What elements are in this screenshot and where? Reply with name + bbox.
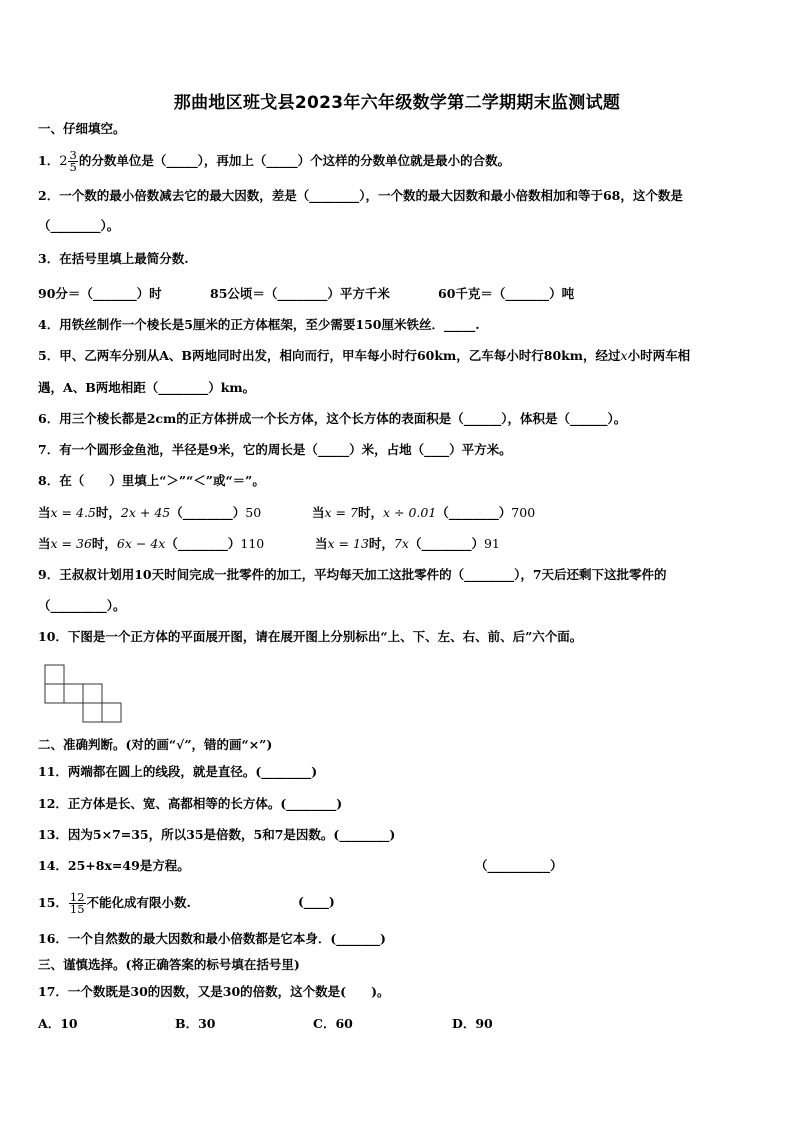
section-2-heading: 二、准确判断。(对的画“√”，错的画“×”) [38,737,273,752]
when-suffix: 时， [368,536,394,551]
fraction-twelve-fifteenths [69,892,86,915]
question-8-line-1: 8．在（ ）里填上“＞”“＜”或“＝”。 [38,473,265,488]
question-17: 17．一个数既是30的因数，又是30的倍数，这个数是( )。 [38,984,390,999]
question-2-line-2: （________）。 [38,218,120,233]
answer-blank: （________） [165,536,241,551]
compare-value: 110 [240,536,265,551]
mixed-number-whole: 2 [59,154,68,169]
question-3-item-c: 60千克＝（_______）吨 [438,286,575,301]
when-suffix: 时， [95,505,121,520]
question-3-item-a: 90分＝（_______）时 [38,286,162,301]
section-1-heading: 一、仔细填空。 [38,121,126,136]
question-10: 10．下图是一个正方体的平面展开图，请在展开图上分别标出“上、下、左、右、前、后”六个面。 [38,629,583,644]
net-square-6 [102,703,121,722]
net-square-4 [83,684,102,703]
section-3-heading: 三、谨慎选择。(将正确答案的标号填在括号里) [38,957,300,972]
answer-blank: （________） [170,505,246,520]
when-suffix: 时， [91,536,117,551]
condition: x = 7 [324,505,358,520]
question-8-comparison-1 [38,504,261,522]
compare-value: 91 [483,536,500,551]
answer-blank: （________） [436,505,512,520]
page-title: 那曲地区班戈县2023年六年级数学第二学期期末监测试题 [173,93,621,113]
condition: x = 13 [327,536,369,551]
question-5-text-b: 小时两车相 [627,348,691,363]
net-square-1 [45,665,64,684]
when-label: 当 [38,536,51,551]
question-8-comparison-3 [38,535,264,553]
question-16: 16．一个自然数的最大因数和最小倍数都是它本身．(_______) [38,931,386,946]
fraction-denominator: 5 [69,160,77,174]
question-11: 11．两端都在圆上的线段，就是直径。(________) [38,764,318,779]
question-1-text: 的分数单位是（_____），再加上（_____）个这样的分数单位就是最小的合数。 [78,153,511,168]
option-a: A．10 [38,1016,78,1031]
option-b: B．30 [175,1016,216,1031]
question-3-item-b: 85公顷＝（________）平方千米 [210,286,390,301]
question-15-number: 15． [38,895,68,910]
question-15-answer-blank: (____) [298,894,335,909]
question-14: 14．25+8x=49是方程。 [38,858,190,873]
fraction-numerator: 3 [69,148,77,162]
question-15-text: 不能化成有限小数. [86,895,191,910]
question-6: 6．用三个棱长都是2cm的正方体拼成一个长方体，这个长方体的表面积是（______），体积是（______）。 [38,411,627,426]
expression: 2x + 45 [120,505,171,520]
question-5-text-a: 5．甲、乙两车分别从A、B两地同时出发，相向而行，甲车每小时行60km，乙车每小时行80km，经过 [38,348,621,363]
expression: 7x [393,536,409,551]
question-12: 12．正方体是长、宽、高都相等的长方体。(________) [38,796,343,811]
net-square-2 [45,684,64,703]
when-label: 当 [312,505,325,520]
expression: 6x − 4x [116,536,166,551]
question-8-comparison-2 [312,504,535,522]
fraction-three-fifths [68,150,77,173]
condition: x = 36 [50,536,92,551]
option-c: C．60 [313,1016,353,1031]
when-suffix: 时， [357,505,383,520]
question-13: 13．因为5×7=35，所以35是倍数，5和7是因数。(________) [38,827,396,842]
when-label: 当 [38,505,51,520]
cube-net-figure [44,664,126,726]
question-7: 7．有一个圆形金鱼池，半径是9米，它的周长是（_____）米，占地（____）平方米。 [38,442,512,457]
question-1-number: 1． [38,153,60,168]
question-5-line-1 [38,347,690,365]
net-square-3 [64,684,83,703]
option-d: D．90 [452,1016,493,1031]
question-15 [38,892,191,915]
variable-x: x [620,348,628,363]
question-5-line-2: 遇，A、B两地相距（________）km。 [38,380,256,395]
fraction-denominator: 15 [69,902,85,916]
answer-blank: （________） [408,536,484,551]
compare-value: 700 [511,505,536,520]
question-9-line-1: 9．王叔叔计划用10天时间完成一批零件的加工，平均每天加工这批零件的（________），7天后还剩下这批零件的 [38,567,667,582]
question-3-line-1: 3．在括号里填上最简分数. [38,251,189,266]
question-9-line-2: （_________）。 [38,598,126,613]
condition: x = 4.5 [50,505,96,520]
expression: x ÷ 0.01 [382,505,437,520]
question-4: 4．用铁丝制作一个棱长是5厘米的正方体框架，至少需要150厘米铁丝．_____. [38,317,480,332]
net-square-5 [83,703,102,722]
question-2-line-1: 2．一个数的最小倍数减去它的最大因数，差是（________），一个数的最大因数和最小倍数相加和等于68，这个数是 [38,188,683,203]
question-1 [38,150,510,173]
question-14-answer-blank: （__________） [475,858,563,873]
question-8-comparison-4 [315,535,500,553]
compare-value: 50 [245,505,262,520]
when-label: 当 [315,536,328,551]
fraction-numerator: 12 [69,890,85,904]
